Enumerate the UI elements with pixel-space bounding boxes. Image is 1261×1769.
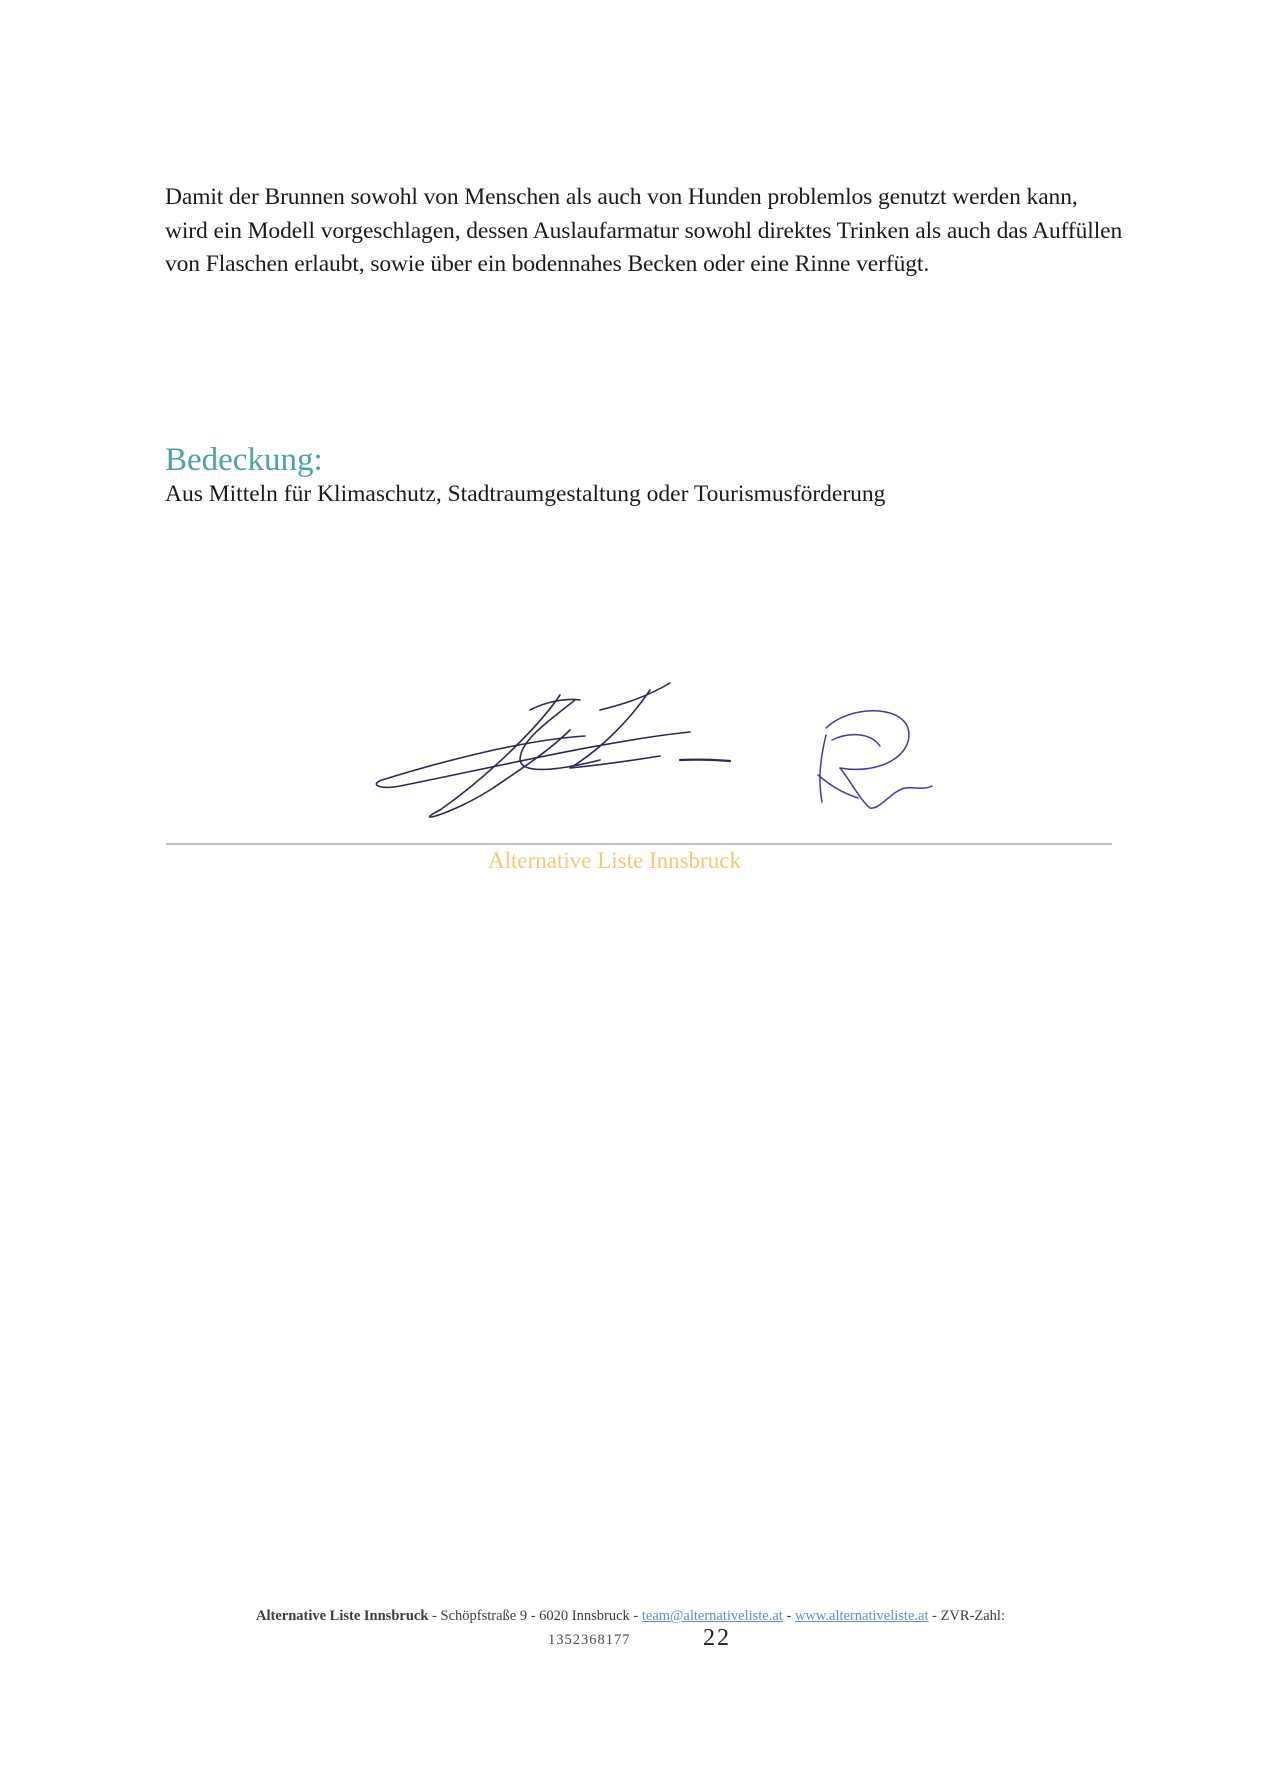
page-number: 22 <box>703 1625 731 1651</box>
signature-area <box>370 680 1050 830</box>
signatures-svg <box>370 680 1050 830</box>
footer-separator: - <box>428 1608 441 1624</box>
footer-separator: - <box>629 1608 642 1624</box>
footer-address: Schöpfstraße 9 - 6020 Innsbruck <box>440 1608 630 1624</box>
organization-label: Alternative Liste Innsbruck <box>488 848 741 873</box>
footer-email-link[interactable]: team@alternativeliste.at <box>641 1608 783 1624</box>
signature-divider <box>166 843 1112 845</box>
footer-org: Alternative Liste Innsbruck <box>256 1608 429 1624</box>
coverage-text: Aus Mitteln für Klimaschutz, Stadtraumgestaltung oder Tourismusförderung <box>165 481 886 507</box>
body-paragraph: Damit der Brunnen sowohl von Menschen als auch von Hunden problemlos genutzt werden kann, wird ein Modell vorgeschlagen, dessen Auslaufarmatur sowohl direktes Trinken als auch das Auffüllen von Flaschen erlaubt, sowie über ein bodennahes Becken oder eine Rinne verfügt. <box>165 184 1123 277</box>
footer-zvr-label: - ZVR-Zahl: <box>928 1608 1005 1624</box>
footer-zvr-number: 1352368177 <box>548 1632 631 1648</box>
coverage-heading: Bedeckung: <box>165 442 323 478</box>
footer-separator: - <box>782 1608 795 1624</box>
signature-2 <box>818 711 932 808</box>
signature-1 <box>376 683 730 817</box>
footer-website-link[interactable]: www.alternativeliste.at <box>794 1608 929 1624</box>
footer-contact-line <box>0 1606 1261 1626</box>
